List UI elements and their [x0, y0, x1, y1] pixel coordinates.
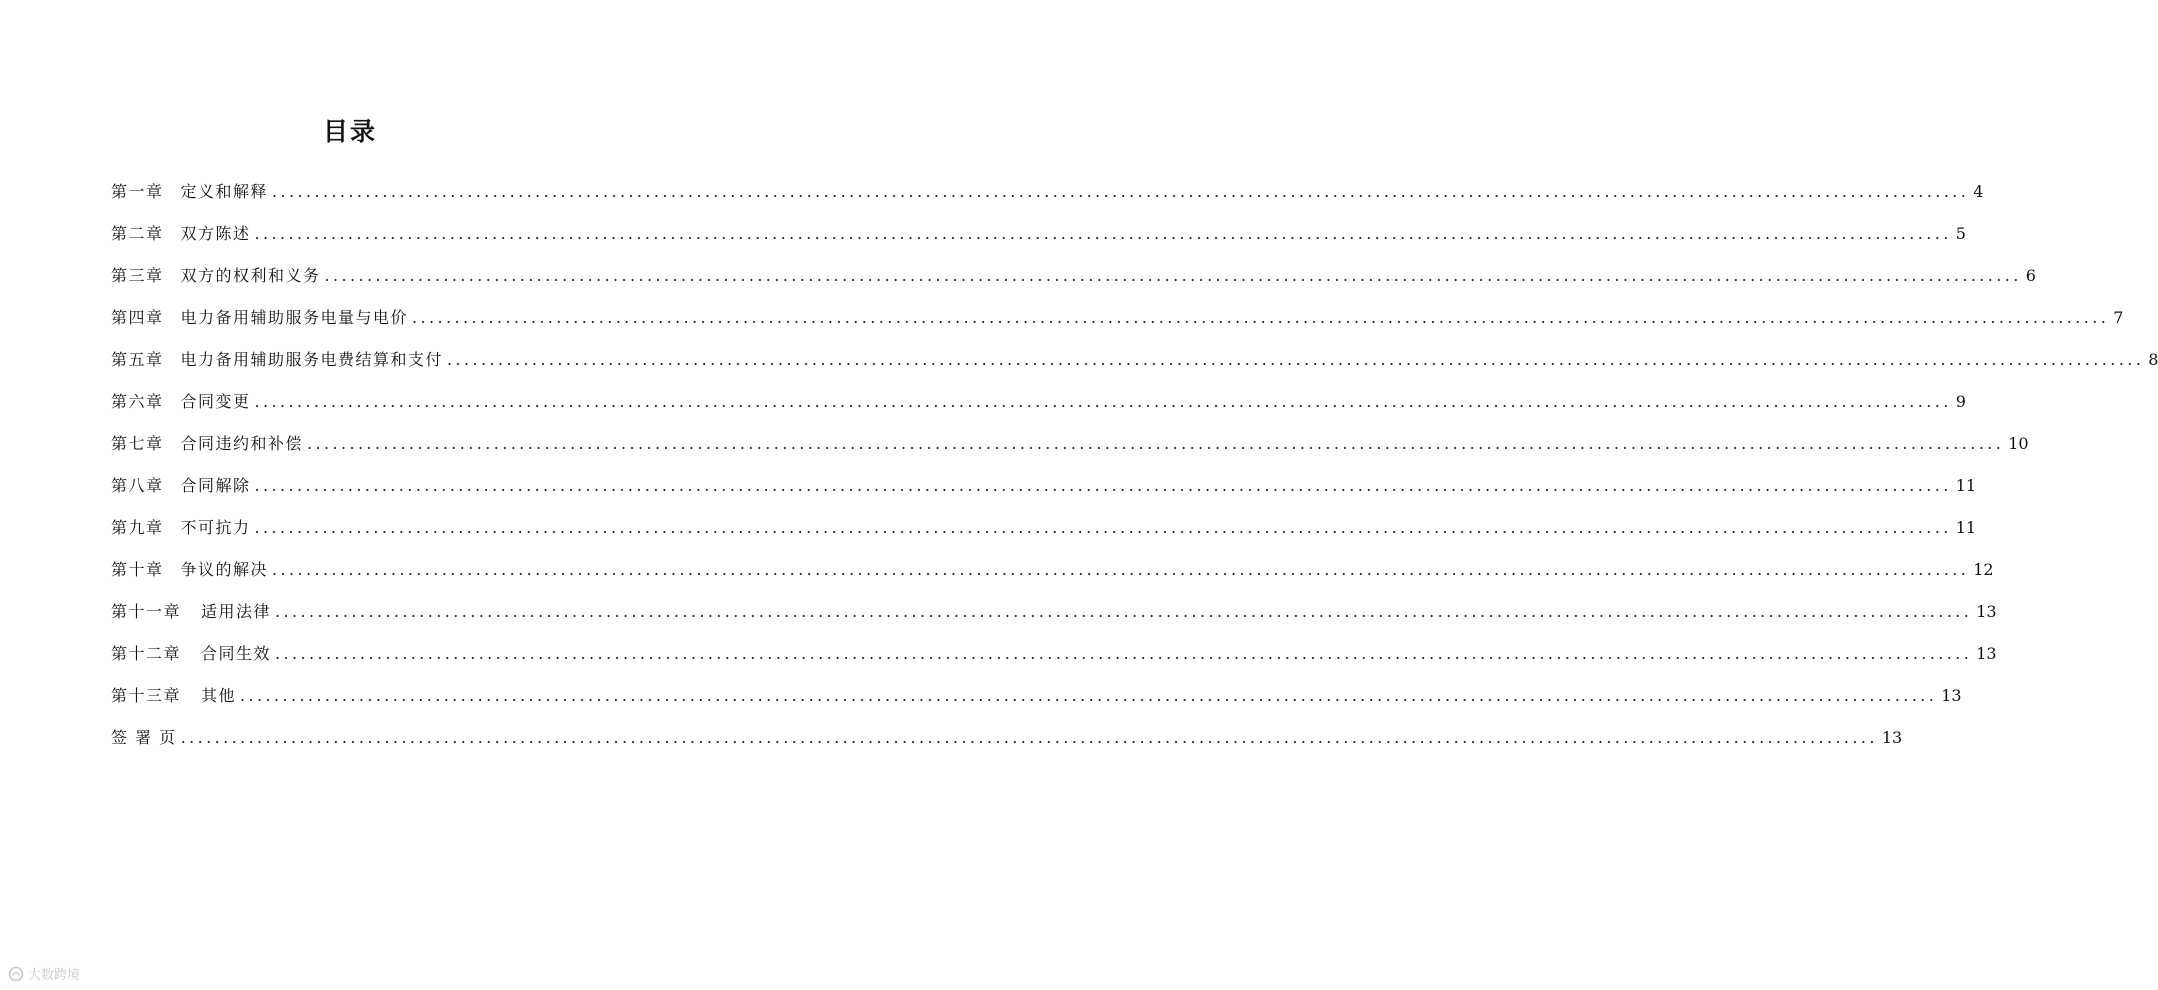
toc-page-number: 13: [1976, 602, 1997, 621]
toc-leader-dots: ........................................................................................................................................................................................................: [412, 308, 2110, 327]
toc-row[interactable]: [111, 374, 1966, 416]
toc-leader-dots: ........................................................................................................................................................................................................: [240, 686, 1938, 705]
toc-row[interactable]: [111, 248, 2036, 290]
toc-leader-dots: ........................................................................................................................................................................................................: [447, 350, 2145, 369]
toc-row[interactable]: [111, 332, 2158, 374]
toc-title: 合同变更: [180, 392, 251, 411]
toc-chapter-label: 第十章: [111, 560, 164, 579]
toc-page-number: 13: [1976, 644, 1997, 663]
toc-row[interactable]: [111, 206, 1966, 248]
toc-leader-dots: ........................................................................................................................................................................................................: [254, 476, 1952, 495]
toc-leader-dots: ........................................................................................................................................................................................................: [272, 560, 1970, 579]
toc-title: 定义和解释: [180, 182, 269, 201]
page-title: 目录: [322, 117, 377, 146]
watermark-text: 大数跨境: [28, 968, 81, 983]
toc-title: 合同解除: [180, 476, 251, 495]
toc-leader-dots: ........................................................................................................................................................................................................: [275, 644, 1973, 663]
toc-leader-dots: ........................................................................................................................................................................................................: [324, 266, 2022, 285]
toc-leader-dots: ........................................................................................................................................................................................................: [254, 392, 1952, 411]
toc-title: 双方的权利和义务: [180, 266, 321, 285]
toc-chapter-label: 第十三章: [111, 686, 182, 705]
table-of-contents: [111, 164, 2158, 752]
toc-row[interactable]: [111, 668, 1962, 710]
brand-logo-icon: [8, 966, 24, 982]
toc-page-number: 9: [1955, 392, 1966, 411]
toc-row[interactable]: [111, 584, 1997, 626]
toc-title: 合同违约和补偿: [180, 434, 304, 453]
toc-chapter-label: 第十一章: [111, 602, 182, 621]
toc-page-number: 13: [1881, 728, 1903, 747]
toc-row[interactable]: [111, 710, 1903, 752]
toc-page-number: 12: [1973, 560, 1994, 579]
toc-title: 适用法律: [201, 602, 272, 621]
toc-title: 合同生效: [201, 644, 272, 663]
toc-page-number: 10: [2008, 434, 2029, 453]
toc-page-number: 4: [1973, 182, 1984, 201]
toc-title: 双方陈述: [180, 224, 251, 243]
toc-title: 争议的解决: [180, 560, 269, 579]
toc-chapter-label: 第六章: [111, 392, 164, 411]
toc-chapter-label: 第一章: [111, 182, 164, 201]
watermark: [8, 964, 80, 983]
toc-leader-dots: ........................................................................................................................................................................................................: [254, 224, 1952, 243]
toc-row[interactable]: [111, 626, 1997, 668]
toc-page-number: 7: [2113, 308, 2124, 327]
toc-title: 电力备用辅助服务电费结算和支付: [180, 350, 444, 369]
toc-page-number: 5: [1955, 224, 1966, 243]
toc-title: 不可抗力: [180, 518, 251, 537]
toc-row[interactable]: [111, 542, 1994, 584]
toc-row[interactable]: [111, 500, 1977, 542]
toc-title: 电力备用辅助服务电量与电价: [180, 308, 409, 327]
toc-page-number: 8: [2148, 350, 2158, 369]
toc-page-number: 13: [1941, 686, 1962, 705]
toc-row[interactable]: [111, 416, 2029, 458]
toc-row[interactable]: [111, 164, 1984, 206]
toc-leader-dots: ........................................................................................................................................................................................................: [180, 728, 1878, 747]
toc-leader-dots: ........................................................................................................................................................................................................: [272, 182, 1970, 201]
toc-chapter-label: 第二章: [111, 224, 164, 243]
toc-row[interactable]: [111, 458, 1977, 500]
toc-chapter-label: 第三章: [111, 266, 164, 285]
toc-page-number: 11: [1955, 518, 1977, 537]
toc-leader-dots: ........................................................................................................................................................................................................: [275, 602, 1973, 621]
toc-row[interactable]: [111, 290, 2124, 332]
toc-chapter-label: 第五章: [111, 350, 164, 369]
toc-leader-dots: ........................................................................................................................................................................................................: [254, 518, 1952, 537]
toc-chapter-label: 第四章: [111, 308, 164, 327]
toc-chapter-label: 第十二章: [111, 644, 182, 663]
toc-page-number: 6: [2025, 266, 2036, 285]
toc-chapter-label: 第八章: [111, 476, 164, 495]
toc-chapter-label: 第七章: [111, 434, 164, 453]
toc-chapter-label: 第九章: [111, 518, 164, 537]
toc-leader-dots: ........................................................................................................................................................................................................: [307, 434, 2005, 453]
toc-chapter-label: 签 署 页: [111, 728, 177, 747]
toc-title: 其他: [201, 686, 237, 705]
toc-page-number: 11: [1955, 476, 1977, 495]
